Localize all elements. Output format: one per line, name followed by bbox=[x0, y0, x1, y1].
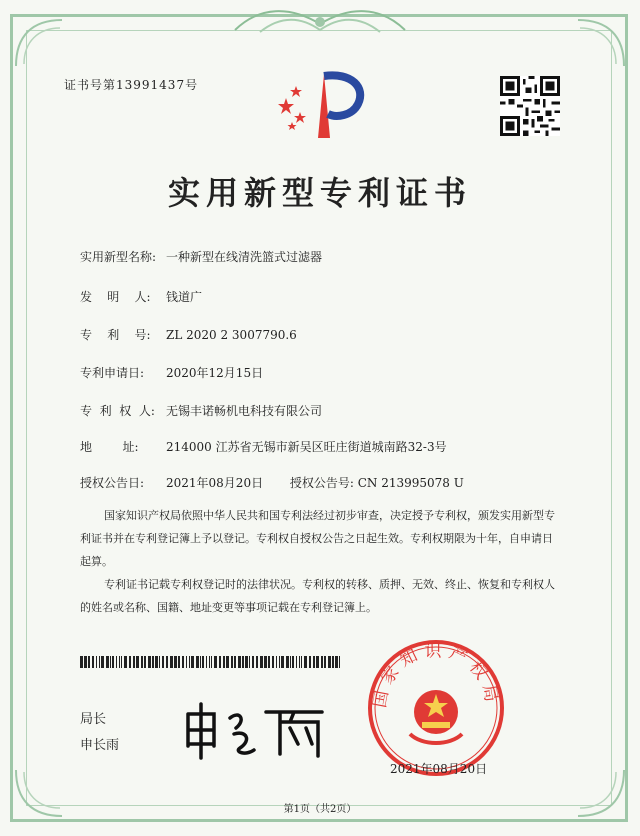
field-label: 专利申请日: bbox=[80, 366, 145, 380]
top-ornament-icon bbox=[230, 4, 410, 38]
field-patent-number bbox=[80, 326, 297, 343]
seal-text: 国家知识产权局 bbox=[369, 641, 503, 710]
signatory-role: 局长 bbox=[80, 712, 107, 727]
certificate-number: 证书号第13991437号 bbox=[64, 78, 199, 92]
field-value: 214000 江苏省无锡市新吴区旺庄街道城南路32-3号 bbox=[166, 440, 447, 454]
barcode-icon bbox=[80, 656, 342, 668]
field-label: 实用新型名称: bbox=[80, 250, 157, 264]
field-value: 钱道广 bbox=[166, 290, 203, 304]
certificate-body bbox=[80, 504, 560, 619]
field-apply-date bbox=[80, 364, 263, 381]
corner-ornament-icon bbox=[12, 16, 72, 76]
corner-ornament-icon bbox=[568, 16, 628, 76]
field-value: 2020年12月15日 bbox=[166, 366, 264, 380]
field-grant-info bbox=[80, 474, 464, 491]
body-paragraph: 专利证书记载专利权登记时的法律状况。专利权的转移、质押、无效、终止、恢复和专利权人的姓名或名称、国籍、地址变更等事项记载在专利登记簿上。 bbox=[80, 578, 555, 614]
field-inventor bbox=[80, 288, 202, 305]
page-number: 第1页（共2页） bbox=[283, 804, 357, 815]
official-seal-icon bbox=[366, 638, 506, 778]
certificate-title: 实用新型专利证书 bbox=[167, 174, 472, 212]
field-label: 授权公告号: bbox=[289, 476, 354, 490]
field-value: 无锡丰诺畅机电科技有限公司 bbox=[166, 404, 323, 418]
field-label: 专 利 号: bbox=[80, 328, 151, 342]
field-value: CN 213995078 U bbox=[357, 476, 464, 490]
qr-code-icon bbox=[500, 76, 560, 136]
field-utility-name bbox=[80, 248, 322, 265]
field-label: 专 利 权 人: bbox=[80, 404, 155, 418]
field-value: ZL 2020 2 3007790.6 bbox=[166, 328, 297, 342]
signatory-name: 申长雨 bbox=[80, 738, 120, 753]
field-value: 一种新型在线清洗篮式过滤器 bbox=[166, 250, 323, 264]
seal-date: 2021年08月20日 bbox=[390, 762, 488, 776]
field-label: 发 明 人: bbox=[80, 290, 151, 304]
patent-office-logo-icon bbox=[272, 68, 372, 142]
field-label: 地 址: bbox=[80, 440, 139, 454]
field-patentee bbox=[80, 402, 322, 419]
field-value: 2021年08月20日 bbox=[166, 476, 264, 490]
body-paragraph: 国家知识产权局依照中华人民共和国专利法经过初步审查，决定授予专利权，颁发实用新型专利证书并在专利登记簿上予以登记。专利权自授权公告之日起生效。专利权期限为十年，自申请日起算。 bbox=[80, 509, 555, 568]
field-label: 授权公告日: bbox=[80, 476, 145, 490]
field-address bbox=[80, 438, 447, 455]
signature-icon bbox=[180, 700, 330, 760]
